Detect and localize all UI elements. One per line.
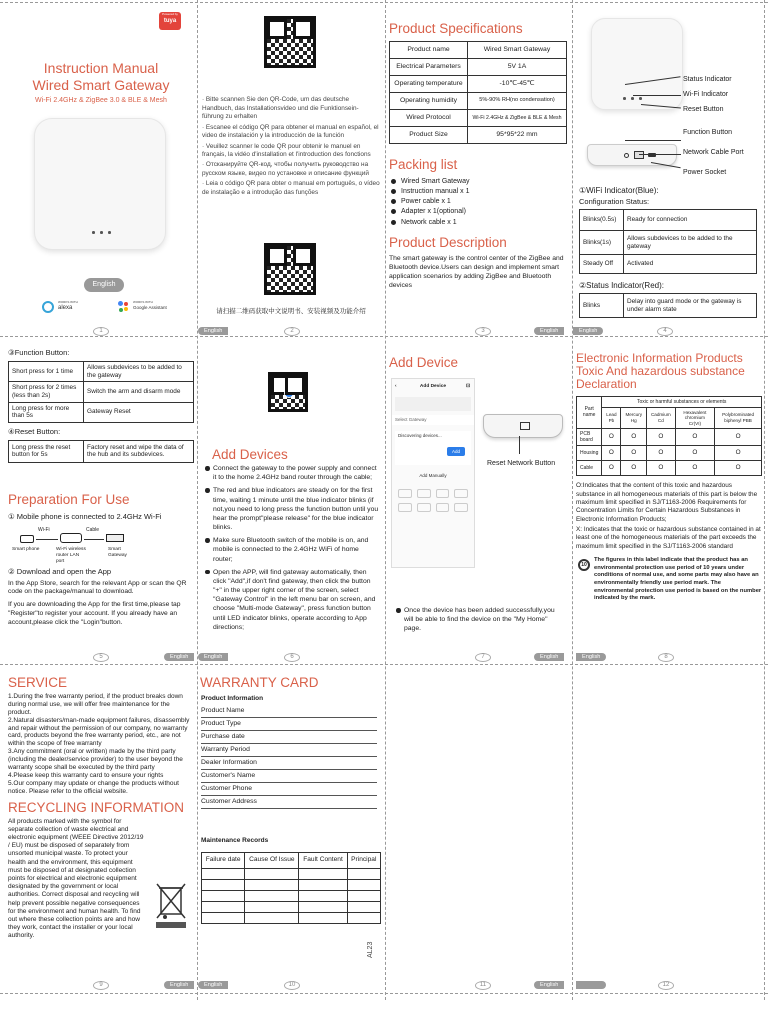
table-row — [202, 879, 381, 890]
page-number: 11 — [475, 981, 491, 990]
list-item: Network cable x 1 — [389, 218, 569, 227]
wifi-indicator-table — [579, 209, 757, 274]
step-item: The red and blue indicators are steady on for the first time, waiting 1 minute until the blue indicator blinks (if not,you need to long press the function button until you hear the prompt"please release" for the blue indicator blinks. — [204, 486, 380, 532]
page-number: 12 — [658, 981, 674, 990]
page-9-service — [8, 668, 194, 990]
page-number: 8 — [658, 653, 674, 662]
language-tag: English — [534, 327, 564, 335]
page-3-specs — [389, 4, 569, 336]
language-tag: English — [198, 981, 228, 989]
page-number: 6 — [284, 653, 300, 662]
page-2-qr — [198, 4, 384, 336]
device-tile[interactable] — [436, 503, 450, 512]
gateway-icon — [106, 534, 124, 542]
service-title: SERVICE — [8, 675, 68, 690]
reset-port-icon — [520, 422, 530, 430]
chinese-instruction: 请扫描二维码获取中文说明书、安装视频及功能介绍 — [216, 308, 366, 315]
table-row: Long press for more than 5s Gateway Reset — [9, 402, 194, 422]
page-10-warranty — [198, 668, 384, 990]
table-row: Wired Protocol Wi-Fi 2.4GHz & ZigBee & BLE & Mesh — [390, 109, 567, 126]
page-7-add-device — [389, 340, 569, 662]
device-tile[interactable] — [398, 489, 412, 498]
purchase-date-field[interactable]: Purchase date — [201, 732, 377, 744]
page-8-hazardous — [576, 340, 762, 662]
status-indicator-title: ②Status Indicator(Red): — [579, 281, 664, 290]
phone-header: ‹ Add Device ⊡ — [392, 379, 474, 395]
google-assistant-icon — [118, 301, 130, 313]
step-item: Connect the gateway to the power supply and connect it to the home 2.4GHz band router through the cable; — [204, 464, 380, 482]
customer-address-field[interactable]: Customer Address — [201, 797, 377, 809]
multilingual-instructions: · Bitte scannen Sie den QR-Code, um das deutsche Handbuch, das Installationsvideo und die Funktionsein- führung zu erhalten · Escanee el código QR para obtener el manual en español, el video de instalación y la introducción de la función · Veuillez scanner le code QR pour obtenir le manuel en français, la vidéo d'installation et l'introduction des fonctions · Отсканируйте QR-код, чтобы получить руководство на русском языке, видео по установке и описание функций · Leia o código QR para obter o manual em português, o vídeo de instalação e a introdução das funções — [202, 96, 380, 197]
step-2-text: In the App Store, search for the relevant App or scan the QR code on the package/manual to download. — [8, 579, 187, 596]
table-row: Housing O O O O O — [577, 446, 762, 461]
packing-title: Packing list — [389, 156, 458, 172]
page-1-cover — [8, 4, 194, 336]
list-item: Power cable x 1 — [389, 197, 569, 206]
reset-button-title: ④Reset Button: — [8, 427, 61, 437]
step-item: Make sure Bluetooth switch of the mobile is on, and mobile is connected to the 2.4GHz WiFi of home router; — [204, 536, 380, 564]
specs-title: Product Specifications — [389, 21, 523, 36]
language-tag: English — [576, 653, 606, 661]
alexa-badge: WORKS WITH alexa — [42, 300, 98, 316]
select-gateway-row[interactable]: Select Gateway — [392, 415, 474, 425]
table-row — [202, 890, 381, 901]
page-number: 2 — [284, 327, 300, 336]
language-tag — [576, 981, 606, 989]
connection-diagram: Wi-Fi Cable Smart phone Wi-Fi wireless router LAN port Smart Gateway — [12, 526, 127, 564]
table-row — [202, 901, 381, 912]
fold-line — [0, 2, 768, 3]
print-code: AL23 — [367, 941, 374, 958]
app-screenshot: ‹ Add Device ⊡ Select Gateway Discovering devices... Add Add Manually — [391, 378, 475, 568]
language-tag: English — [198, 327, 228, 335]
eco-text: The figures in this label indicate that the product has an environmental protection use period of 10 years under conditions of normal use, and some parts may also have an environmentally friendly use period mark. The environmental protection use period is based on the number indicated by the mark. — [594, 557, 762, 602]
product-info-title: Product Information — [201, 694, 264, 702]
customer-name-field[interactable]: Customer's Name — [201, 771, 377, 783]
step-item: Open the APP, will find gateway automatically, then click "Add",if don't find gateway, then click the button "+" in the upper right corner of the screen, select "Gateway Control" in the left menu bar on screen, and choose "Multi-mode Gateway", press function button until LED indicator blinks, operate according to App directions; — [204, 568, 380, 632]
device-tile[interactable] — [454, 503, 468, 512]
fold-line — [764, 0, 765, 1000]
page-number: 10 — [284, 981, 300, 990]
reset-network-button-label: Reset Network Button — [487, 460, 556, 467]
page-number: 3 — [475, 327, 491, 336]
page-number: 1 — [93, 327, 109, 336]
recycling-title: RECYCLING INFORMATION — [8, 799, 185, 815]
table-row — [202, 868, 381, 879]
table-row: Short press for 1 time Allows subdevices to be added to the gateway — [9, 361, 194, 381]
success-note: Once the device has been added successfully,you will be able to find the device on the "My Home" page. — [395, 606, 565, 634]
language-tag: English — [164, 981, 194, 989]
step-2-text-login: If you are downloading the App for the first time,please tap "Register"to register your account. If you already have an account,please click the "Login"button. — [8, 601, 181, 626]
page-number: 7 — [475, 653, 491, 662]
page-6-add-devices — [198, 340, 384, 662]
google-assistant-badge: WORKS WITH Google Assistant — [118, 300, 188, 316]
weee-bin-icon — [154, 880, 188, 928]
service-text: 1.During the free warranty period, if the product breaks down during normal use, we will offer free maintenance for the product. 2.Natural disasters/man-made equipment failures, disassembly and repair without the permission of our company, no warranty card, products beyond the free warranty period, etc., are not within the scope of free warranty 3.Any commitment (oral or written) made by the third party (including the dealer/service provider) to the user beyond the warranty scope shall be executed by the third party 4.Please keep this warranty card to ensure your rights 5.Our company may update or change the products without notice. Please refer to the official website. — [8, 692, 190, 795]
note-x: X: Indicates that the toxic or hazardous substance contained in at least one of the homogeneous materials of the part exceeds the maximum limit specified in the SJ/T1163-2006 standard — [576, 525, 761, 550]
fold-line — [0, 993, 768, 994]
declaration-title: Electronic Information Products Toxic And hazardous substance Declaration — [576, 351, 745, 392]
table-row: Electrical Parameters 5V 1A — [390, 58, 567, 75]
gateway-front-image — [591, 18, 683, 110]
page-number: 9 — [93, 981, 109, 990]
fold-line — [0, 664, 768, 665]
step-2-title: ② Download and open the App — [8, 566, 112, 576]
device-tile[interactable] — [417, 503, 431, 512]
device-tile[interactable] — [436, 489, 450, 498]
page-12-blank — [576, 668, 762, 990]
eco-10-icon: 10 — [578, 559, 590, 571]
page-11-blank — [389, 668, 569, 990]
table-row: Cable O O O O O — [577, 461, 762, 476]
recycling-text: All products marked with the symbol for separate collection of waste electrical and electronic equipment (WEEE Directive 2012/19 / EU) must be disposed of separately from unsorted municipal waste. To protect your health and the environment, this equipment must be disposed of at designated collection points for electrical and electronic equipment designated by the government or local authorities. Correct disposal and recycling will help prevent possible negative consequences for the environment and human health. To find out where these collection points are and how they work, contact the installer or your local authority. — [8, 817, 144, 940]
table-row: Operating humidity 5%-90% RH(no condensation) — [390, 92, 567, 109]
note-o: O:Indicates that the content of this toxic and hazardous substance in all homogeneous materials of this part is below the maximum limit specified in SJ/T1163-2006 Requirements for Concentration Limits for Certain Hazardous Substances in Electronic Information Products; — [576, 482, 758, 523]
maintenance-title: Maintenance Records — [201, 836, 269, 844]
function-button-icon — [624, 153, 629, 158]
page-number: 5 — [93, 653, 109, 662]
product-subtitle: Wi-Fi 2.4GHz & ZigBee 3.0 & BLE & Mesh — [35, 97, 167, 104]
product-title: Wired Smart Gateway — [32, 77, 170, 93]
label-wifi-indicator: Wi-Fi Indicator — [683, 91, 729, 98]
product-name-field[interactable]: Product Name — [201, 706, 377, 718]
manual-title: Instruction Manual — [43, 60, 159, 76]
language-button[interactable]: English — [84, 278, 124, 292]
description-title: Product Description — [389, 234, 507, 250]
warranty-period-field[interactable]: Warranty Period — [201, 745, 377, 757]
table-row: PCB board O O O O O — [577, 429, 762, 446]
gateway-reset-image — [483, 414, 563, 438]
label-status-indicator: Status Indicator — [683, 76, 732, 83]
language-tag: English — [534, 653, 564, 661]
alexa-icon — [42, 301, 54, 313]
table-row: Product name Wired Smart Gateway — [390, 41, 567, 58]
page-5-buttons — [8, 340, 194, 662]
table-row: Short press for 2 times (less than 2s) Switch the arm and disarm mode — [9, 382, 194, 402]
label-function-button: Function Button — [683, 129, 733, 136]
label-reset-button: Reset Button — [683, 106, 724, 113]
device-tile[interactable] — [417, 489, 431, 498]
language-tag: English — [534, 981, 564, 989]
product-type-field[interactable]: Product Type — [201, 719, 377, 731]
packing-list — [389, 177, 569, 227]
device-tile[interactable] — [454, 489, 468, 498]
app-logo-icon — [284, 388, 294, 398]
config-status-title: Configuration Status: — [579, 197, 650, 206]
gateway-side-image — [587, 144, 677, 166]
qr-code-multilingual — [264, 16, 316, 68]
device-tile[interactable] — [398, 503, 412, 512]
specs-table — [389, 41, 567, 144]
back-icon[interactable]: ‹ — [395, 384, 397, 389]
table-row: Blinks(0.5s) Ready for connection — [580, 210, 757, 231]
table-row: Blinks Delay into guard mode or the gateway is under alarm state — [580, 294, 757, 318]
list-item: Wired Smart Gateway — [389, 177, 569, 186]
language-tag: English — [164, 653, 194, 661]
function-button-title: ③Function Button: — [8, 348, 70, 357]
add-button[interactable]: Add — [447, 447, 465, 456]
list-item: Adapter x 1(optional) — [389, 207, 569, 216]
customer-phone-field[interactable]: Customer Phone — [201, 784, 377, 796]
router-icon — [60, 533, 82, 543]
tuya-logo: Powered by tuya — [159, 12, 181, 30]
maintenance-table: Failure date Cause Of Issue Fault Content Principal — [201, 852, 381, 924]
table-row: Blinks(1s) Allows subdevices to be added to the gateway — [580, 231, 757, 255]
qr-code-app — [268, 372, 308, 412]
step-1-title: ① Mobile phone is connected to 2.4GHz Wi-Fi — [8, 511, 162, 521]
language-tag: English — [198, 653, 228, 661]
page-4-indicators — [573, 4, 763, 336]
label-power-socket: Power Socket — [683, 169, 727, 176]
dealer-info-field[interactable]: Dealer Information — [201, 758, 377, 770]
description-text: The smart gateway is the control center of the ZigBee and Bluetooth device.Users can design and implement smart application scenarios by adding ZigBee and Bluetooth devices — [389, 254, 564, 289]
table-row: Long press the reset button for 5s Factory reset and wipe the data of the hub and its subdevices. — [9, 440, 194, 462]
add-manually-row[interactable]: Add Manually — [419, 472, 447, 478]
table-row — [202, 912, 381, 923]
qr-code-chinese — [264, 243, 316, 295]
hazardous-table: Part name Toxic or harmful substances or elements Lead Pb Mercury Hg Cadmium Cd Hexavalent chromium Cr(VI) Polybrominated biphenyl PBB PCB board O O O O O Housing O O O O O Cable O O O O O — [576, 396, 762, 477]
warranty-title: WARRANTY CARD — [200, 675, 319, 690]
function-button-table — [8, 361, 194, 423]
add-devices-title: Add Devices — [212, 447, 288, 462]
smartphone-icon — [20, 535, 34, 543]
fold-line — [385, 0, 386, 1000]
table-row: Product Size 95*95*22 mm — [390, 126, 567, 143]
status-indicator-table — [579, 293, 757, 318]
table-row: Steady Off Activated — [580, 255, 757, 274]
scan-icon[interactable]: ⊡ — [465, 384, 470, 389]
preparation-title: Preparation For Use — [8, 491, 130, 507]
page-number: 4 — [657, 327, 673, 336]
wifi-indicator-title: ①WiFi Indicator(Blue): — [579, 186, 659, 195]
network-port-icon — [634, 151, 644, 159]
language-tag: English — [573, 327, 603, 335]
table-row: Operating temperature -10℃-45℃ — [390, 75, 567, 92]
add-device-title: Add Device — [389, 355, 459, 370]
gateway-image — [34, 118, 166, 250]
list-item: Instruction manual x 1 — [389, 187, 569, 196]
label-network-cable-port: Network Cable Port — [683, 149, 744, 156]
fold-line — [0, 336, 768, 337]
reset-button-table — [8, 440, 194, 463]
